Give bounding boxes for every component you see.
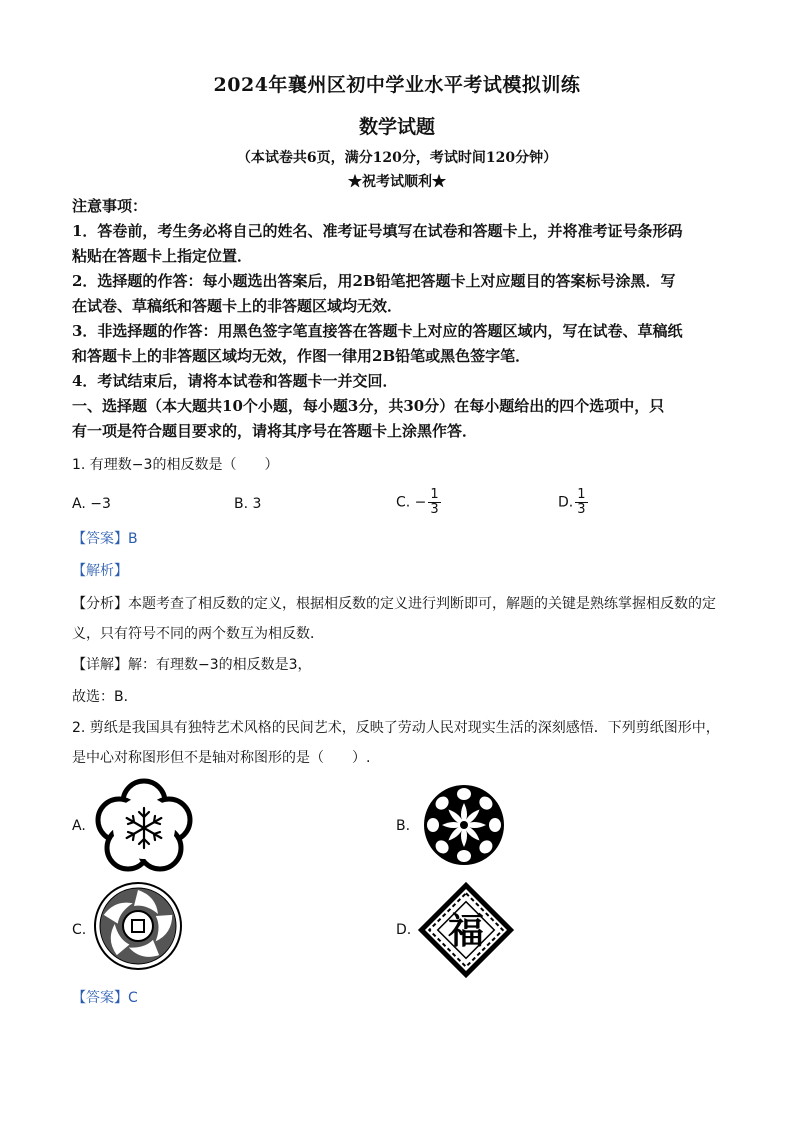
notice-line: 在试卷、草稿纸和答题卡上的非答题区域均无效．: [72, 297, 403, 315]
q1-stem: 1. 有理数−3的相反数是（ ）: [72, 457, 279, 473]
q1-option-d-label: D.: [558, 494, 574, 511]
coin-circle-figure: [92, 880, 184, 972]
notice-line: 1．答卷前，考生务必将自己的姓名、准考证号填写在试卷和答题卡上，并将准考证号条形码: [72, 222, 683, 240]
q1-analysis: 【分析】本题考查了相反数的定义，根据相反数的定义进行判断即可，解题的关键是熟练掌握相反数的定: [72, 596, 716, 612]
q1-option-d: [558, 488, 588, 517]
mandala-flower-figure: [416, 780, 512, 870]
notice-line: 粘贴在答题卡上指定位置．: [72, 247, 253, 265]
q2-option-b-label: B.: [396, 818, 411, 834]
fu-diamond-figure: [414, 878, 518, 982]
q1-option-a: A. −3: [72, 496, 111, 512]
q1-option-c: [396, 488, 441, 517]
q1-choice: 故选：B．: [72, 689, 138, 705]
fraction-denominator: 3: [577, 502, 586, 517]
exam-wish: ★祝考试顺利★: [348, 174, 446, 190]
q2-option-a-label: A.: [72, 818, 86, 834]
exam-info: （本试卷共6页，满分120分，考试时间120分钟）: [236, 150, 558, 166]
notice-line: 2．选择题的作答：每小题选出答案后，用2B铅笔把答题卡上对应题目的答案标号涂黑．写: [72, 272, 676, 290]
fraction-denominator: 3: [430, 502, 439, 517]
q2-stem: 2. 剪纸是我国具有独特艺术风格的民间艺术，反映了劳动人民对现实生活的深刻感悟．下列剪纸图形中，: [72, 720, 720, 736]
section-heading: 一、选择题（本大题共10个小题，每小题3分，共30分）在每小题给出的四个选项中，只: [72, 397, 665, 415]
fraction-numerator: 1: [430, 487, 439, 502]
q1-analysis-cont: 义，只有符号不同的两个数互为相反数．: [72, 626, 324, 642]
q2-stem-cont: 是中心对称图形但不是轴对称图形的是（ ）.: [72, 750, 371, 766]
exam-title: 2024年襄州区初中学业水平考试模拟训练: [213, 74, 581, 96]
fraction: [428, 488, 440, 517]
q1-answer: 【答案】B: [72, 531, 138, 547]
notice-line: 3．非选择题的作答：用黑色签字笔直接答在答题卡上对应的答题区域内，写在试卷、草稿纸: [72, 322, 683, 340]
subject-title: 数学试题: [358, 116, 435, 138]
q2-option-d-label: D.: [396, 922, 412, 938]
q2-option-c-label: C.: [72, 922, 87, 938]
fraction-numerator: 1: [577, 487, 586, 502]
q1-option-c-label: C. −: [396, 494, 427, 511]
notice-line: 4．考试结束后，请将本试卷和答题卡一并交回．: [72, 372, 398, 390]
notice-line: 和答题卡上的非答题区域均无效，作图一律用2B铅笔或黑色签字笔．: [72, 347, 531, 365]
q1-analysis-title: 【解析】: [72, 563, 128, 579]
section-heading-cont: 有一项是符合题目要求的，请将其序号在答题卡上涂黑作答．: [72, 422, 478, 440]
q2-answer: 【答案】C: [72, 990, 138, 1006]
flower-snowflake-figure: [92, 776, 196, 876]
fraction: [575, 488, 587, 517]
q1-detail: 【详解】解：有理数−3的相反数是3，: [72, 657, 312, 673]
notice-heading: 注意事项：: [72, 197, 148, 215]
fu-character: 福: [447, 910, 485, 952]
q1-option-b: B. 3: [234, 496, 262, 512]
